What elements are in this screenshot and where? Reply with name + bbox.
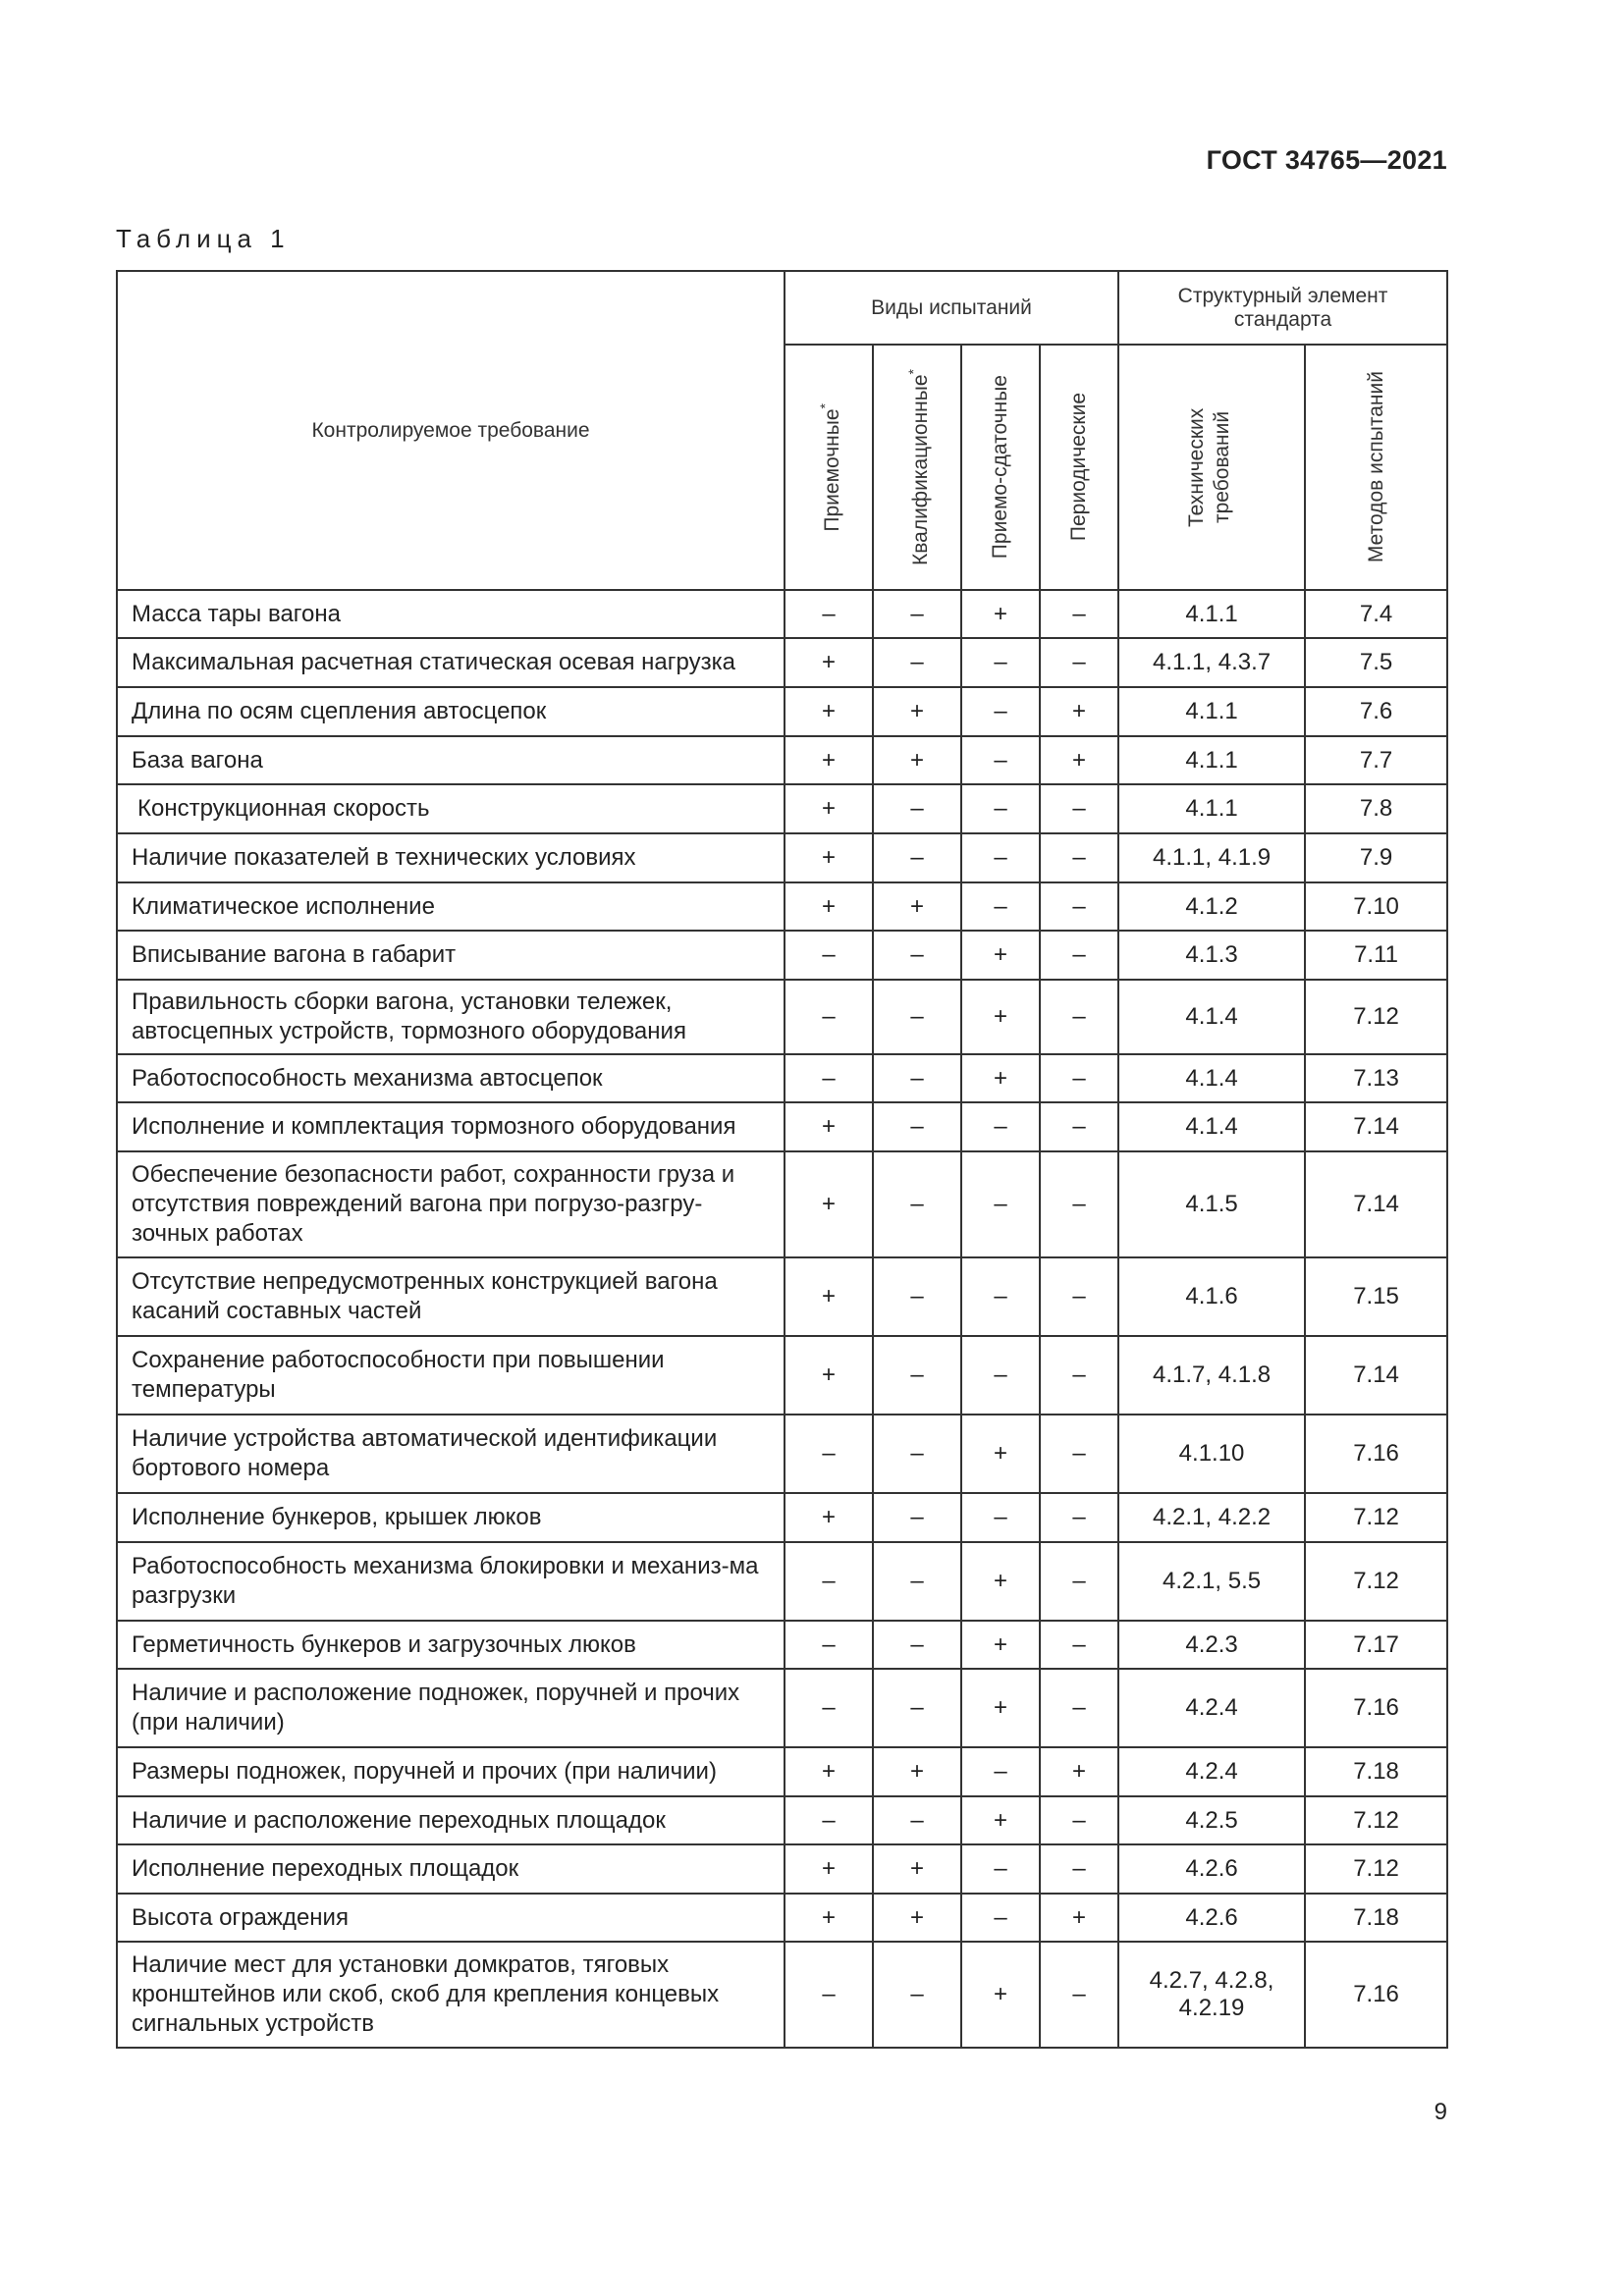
cell-tech-clause: 4.1.1 bbox=[1118, 784, 1305, 833]
cell-delivery: – bbox=[961, 1257, 1040, 1336]
cell-acceptance: – bbox=[785, 931, 873, 980]
cell-delivery: + bbox=[961, 1669, 1040, 1747]
cell-delivery: – bbox=[961, 736, 1040, 784]
cell-tech-clause: 4.1.1, 4.3.7 bbox=[1118, 638, 1305, 687]
cell-requirement: Правильность сборки вагона, установки тележек, автосцепных устройств, тормозного оборудования bbox=[117, 980, 785, 1054]
cell-requirement: Наличие показателей в технических условиях bbox=[117, 833, 785, 882]
table-row bbox=[117, 1054, 1447, 1102]
cell-periodic: – bbox=[1040, 1151, 1118, 1257]
cell-delivery: – bbox=[961, 833, 1040, 882]
cell-method-clause: 7.12 bbox=[1305, 1542, 1447, 1621]
cell-qualification: – bbox=[873, 1542, 961, 1621]
cell-acceptance: – bbox=[785, 1415, 873, 1493]
table-row bbox=[117, 1796, 1447, 1844]
cell-requirement: Исполнение бункеров, крышек люков bbox=[117, 1493, 785, 1542]
cell-tech-clause: 4.2.1, 5.5 bbox=[1118, 1542, 1305, 1621]
cell-delivery: + bbox=[961, 931, 1040, 980]
cell-delivery: + bbox=[961, 590, 1040, 638]
cell-method-clause: 7.14 bbox=[1305, 1151, 1447, 1257]
cell-tech-clause: 4.2.1, 4.2.2 bbox=[1118, 1493, 1305, 1542]
cell-tech-clause: 4.1.1 bbox=[1118, 687, 1305, 736]
cell-delivery: – bbox=[961, 882, 1040, 931]
cell-tech-clause: 4.1.2 bbox=[1118, 882, 1305, 931]
cell-method-clause: 7.12 bbox=[1305, 1796, 1447, 1844]
cell-tech-clause: 4.2.4 bbox=[1118, 1669, 1305, 1747]
cell-requirement: Обеспечение безопасности работ, сохранности груза и отсутствия повреждений вагона при погрузо-разгру-зочных работах bbox=[117, 1151, 785, 1257]
header-test-qualification: Квалификационные* bbox=[873, 345, 961, 590]
cell-delivery: – bbox=[961, 687, 1040, 736]
table-row bbox=[117, 590, 1447, 638]
cell-method-clause: 7.9 bbox=[1305, 833, 1447, 882]
cell-delivery: + bbox=[961, 1542, 1040, 1621]
cell-periodic: – bbox=[1040, 1054, 1118, 1102]
cell-qualification: – bbox=[873, 833, 961, 882]
cell-periodic: – bbox=[1040, 1542, 1118, 1621]
table-row bbox=[117, 1747, 1447, 1796]
cell-qualification: – bbox=[873, 1493, 961, 1542]
cell-requirement: Работоспособность механизма автосцепок bbox=[117, 1054, 785, 1102]
cell-qualification: – bbox=[873, 980, 961, 1054]
header-test-periodic: Периодические bbox=[1040, 345, 1118, 590]
table-row bbox=[117, 1894, 1447, 1942]
table-row bbox=[117, 882, 1447, 931]
cell-requirement: Длина по осям сцепления автосцепок bbox=[117, 687, 785, 736]
cell-method-clause: 7.12 bbox=[1305, 980, 1447, 1054]
cell-periodic: – bbox=[1040, 1621, 1118, 1669]
cell-acceptance: + bbox=[785, 833, 873, 882]
cell-requirement: Размеры подножек, поручней и прочих (при наличии) bbox=[117, 1747, 785, 1796]
cell-periodic: – bbox=[1040, 931, 1118, 980]
cell-acceptance: – bbox=[785, 1621, 873, 1669]
cell-qualification: + bbox=[873, 687, 961, 736]
cell-requirement: Герметичность бункеров и загрузочных люков bbox=[117, 1621, 785, 1669]
cell-method-clause: 7.15 bbox=[1305, 1257, 1447, 1336]
cell-delivery: + bbox=[961, 980, 1040, 1054]
cell-method-clause: 7.11 bbox=[1305, 931, 1447, 980]
cell-acceptance: – bbox=[785, 1942, 873, 2048]
cell-periodic: – bbox=[1040, 1493, 1118, 1542]
cell-method-clause: 7.12 bbox=[1305, 1493, 1447, 1542]
cell-requirement: Максимальная расчетная статическая осевая нагрузка bbox=[117, 638, 785, 687]
cell-qualification: – bbox=[873, 1102, 961, 1151]
table-row bbox=[117, 833, 1447, 882]
cell-acceptance: + bbox=[785, 784, 873, 833]
cell-method-clause: 7.14 bbox=[1305, 1336, 1447, 1415]
cell-requirement: Наличие и расположение подножек, поручней и прочих (при наличии) bbox=[117, 1669, 785, 1747]
cell-tech-clause: 4.2.4 bbox=[1118, 1747, 1305, 1796]
cell-tech-clause: 4.1.4 bbox=[1118, 1054, 1305, 1102]
cell-delivery: – bbox=[961, 1844, 1040, 1894]
cell-qualification: + bbox=[873, 1747, 961, 1796]
cell-periodic: + bbox=[1040, 736, 1118, 784]
cell-delivery: + bbox=[961, 1415, 1040, 1493]
cell-method-clause: 7.14 bbox=[1305, 1102, 1447, 1151]
cell-qualification: – bbox=[873, 1796, 961, 1844]
cell-periodic: – bbox=[1040, 638, 1118, 687]
cell-method-clause: 7.18 bbox=[1305, 1747, 1447, 1796]
cell-periodic: – bbox=[1040, 1102, 1118, 1151]
table-row bbox=[117, 1669, 1447, 1747]
cell-acceptance: – bbox=[785, 1054, 873, 1102]
table-row bbox=[117, 931, 1447, 980]
cell-delivery: – bbox=[961, 1336, 1040, 1415]
table-row bbox=[117, 1844, 1447, 1894]
cell-qualification: – bbox=[873, 1054, 961, 1102]
cell-periodic: – bbox=[1040, 882, 1118, 931]
cell-method-clause: 7.5 bbox=[1305, 638, 1447, 687]
cell-requirement: База вагона bbox=[117, 736, 785, 784]
cell-qualification: – bbox=[873, 1415, 961, 1493]
table-row bbox=[117, 1493, 1447, 1542]
cell-tech-clause: 4.1.6 bbox=[1118, 1257, 1305, 1336]
cell-delivery: – bbox=[961, 784, 1040, 833]
cell-method-clause: 7.6 bbox=[1305, 687, 1447, 736]
cell-requirement: Отсутствие непредусмотренных конструкцией вагона касаний составных частей bbox=[117, 1257, 785, 1336]
table-row bbox=[117, 736, 1447, 784]
cell-requirement: Наличие мест для установки домкратов, тяговых кронштейнов или скоб, скоб для крепления концевых сигнальных устройств bbox=[117, 1942, 785, 2048]
cell-tech-clause: 4.1.5 bbox=[1118, 1151, 1305, 1257]
table-row bbox=[117, 980, 1447, 1054]
cell-delivery: – bbox=[961, 1151, 1040, 1257]
cell-acceptance: – bbox=[785, 1542, 873, 1621]
cell-acceptance: + bbox=[785, 1151, 873, 1257]
cell-acceptance: + bbox=[785, 1747, 873, 1796]
header-structure-element: Структурный элемент стандарта bbox=[1118, 271, 1447, 345]
cell-requirement: Работоспособность механизма блокировки и механиз-ма разгрузки bbox=[117, 1542, 785, 1621]
cell-method-clause: 7.16 bbox=[1305, 1415, 1447, 1493]
cell-periodic: + bbox=[1040, 1747, 1118, 1796]
cell-periodic: – bbox=[1040, 590, 1118, 638]
cell-acceptance: + bbox=[785, 736, 873, 784]
cell-qualification: – bbox=[873, 1151, 961, 1257]
cell-qualification: + bbox=[873, 736, 961, 784]
cell-delivery: + bbox=[961, 1942, 1040, 2048]
cell-qualification: – bbox=[873, 1621, 961, 1669]
cell-acceptance: + bbox=[785, 1894, 873, 1942]
cell-qualification: – bbox=[873, 931, 961, 980]
cell-method-clause: 7.18 bbox=[1305, 1894, 1447, 1942]
cell-delivery: + bbox=[961, 1621, 1040, 1669]
cell-tech-clause: 4.2.3 bbox=[1118, 1621, 1305, 1669]
cell-tech-clause: 4.1.1 bbox=[1118, 736, 1305, 784]
cell-periodic: – bbox=[1040, 784, 1118, 833]
table-row bbox=[117, 1542, 1447, 1621]
cell-qualification: – bbox=[873, 1257, 961, 1336]
cell-requirement: Вписывание вагона в габарит bbox=[117, 931, 785, 980]
requirements-table bbox=[116, 270, 1448, 2049]
cell-acceptance: + bbox=[785, 638, 873, 687]
cell-qualification: – bbox=[873, 638, 961, 687]
cell-method-clause: 7.12 bbox=[1305, 1844, 1447, 1894]
header-test-delivery: Приемо-сдаточные bbox=[961, 345, 1040, 590]
cell-method-clause: 7.16 bbox=[1305, 1942, 1447, 2048]
cell-tech-clause: 4.2.6 bbox=[1118, 1894, 1305, 1942]
cell-acceptance: – bbox=[785, 1669, 873, 1747]
page-number: 9 bbox=[1434, 2099, 1447, 2125]
cell-qualification: – bbox=[873, 1336, 961, 1415]
cell-periodic: – bbox=[1040, 980, 1118, 1054]
header-requirement: Контролируемое требование bbox=[117, 271, 785, 590]
header-test-acceptance: Приемочные* bbox=[785, 345, 873, 590]
cell-tech-clause: 4.1.7, 4.1.8 bbox=[1118, 1336, 1305, 1415]
cell-periodic: – bbox=[1040, 1415, 1118, 1493]
table-row bbox=[117, 687, 1447, 736]
cell-tech-clause: 4.1.1, 4.1.9 bbox=[1118, 833, 1305, 882]
cell-method-clause: 7.10 bbox=[1305, 882, 1447, 931]
cell-qualification: – bbox=[873, 1669, 961, 1747]
cell-periodic: – bbox=[1040, 1942, 1118, 2048]
cell-tech-clause: 4.2.5 bbox=[1118, 1796, 1305, 1844]
cell-acceptance: + bbox=[785, 1844, 873, 1894]
cell-qualification: + bbox=[873, 1844, 961, 1894]
cell-delivery: + bbox=[961, 1796, 1040, 1844]
cell-acceptance: + bbox=[785, 1336, 873, 1415]
cell-method-clause: 7.7 bbox=[1305, 736, 1447, 784]
cell-qualification: + bbox=[873, 1894, 961, 1942]
cell-delivery: – bbox=[961, 1493, 1040, 1542]
cell-requirement: Исполнение и комплектация тормозного оборудования bbox=[117, 1102, 785, 1151]
cell-qualification: – bbox=[873, 590, 961, 638]
cell-tech-clause: 4.1.3 bbox=[1118, 931, 1305, 980]
cell-tech-clause: 4.1.4 bbox=[1118, 980, 1305, 1054]
cell-delivery: – bbox=[961, 1747, 1040, 1796]
cell-delivery: – bbox=[961, 1102, 1040, 1151]
table-row bbox=[117, 638, 1447, 687]
cell-delivery: + bbox=[961, 1054, 1040, 1102]
cell-method-clause: 7.8 bbox=[1305, 784, 1447, 833]
cell-method-clause: 7.4 bbox=[1305, 590, 1447, 638]
cell-method-clause: 7.13 bbox=[1305, 1054, 1447, 1102]
cell-requirement: Климатическое исполнение bbox=[117, 882, 785, 931]
cell-acceptance: – bbox=[785, 1796, 873, 1844]
cell-qualification: – bbox=[873, 1942, 961, 2048]
cell-requirement: Наличие устройства автоматической идентификации бортового номера bbox=[117, 1415, 785, 1493]
cell-acceptance: – bbox=[785, 980, 873, 1054]
table-row bbox=[117, 1942, 1447, 2048]
cell-periodic: – bbox=[1040, 1796, 1118, 1844]
table-row bbox=[117, 1415, 1447, 1493]
table-row bbox=[117, 1102, 1447, 1151]
table-row bbox=[117, 1621, 1447, 1669]
cell-requirement: Сохранение работоспособности при повышении температуры bbox=[117, 1336, 785, 1415]
table-row bbox=[117, 784, 1447, 833]
cell-acceptance: – bbox=[785, 590, 873, 638]
cell-periodic: – bbox=[1040, 833, 1118, 882]
cell-tech-clause: 4.1.10 bbox=[1118, 1415, 1305, 1493]
cell-qualification: + bbox=[873, 882, 961, 931]
cell-acceptance: + bbox=[785, 882, 873, 931]
cell-delivery: – bbox=[961, 638, 1040, 687]
table-row bbox=[117, 1151, 1447, 1257]
table-row bbox=[117, 1336, 1447, 1415]
table-row bbox=[117, 1257, 1447, 1336]
cell-requirement: Высота ограждения bbox=[117, 1894, 785, 1942]
table-body bbox=[117, 590, 1447, 2048]
cell-periodic: – bbox=[1040, 1669, 1118, 1747]
cell-method-clause: 7.17 bbox=[1305, 1621, 1447, 1669]
cell-qualification: – bbox=[873, 784, 961, 833]
cell-tech-clause: 4.1.1 bbox=[1118, 590, 1305, 638]
cell-requirement: Конструкционная скорость bbox=[117, 784, 785, 833]
cell-requirement: Наличие и расположение переходных площадок bbox=[117, 1796, 785, 1844]
cell-acceptance: + bbox=[785, 1102, 873, 1151]
cell-requirement: Масса тары вагона bbox=[117, 590, 785, 638]
cell-acceptance: + bbox=[785, 1493, 873, 1542]
cell-tech-clause: 4.1.4 bbox=[1118, 1102, 1305, 1151]
cell-tech-clause: 4.2.7, 4.2.8, 4.2.19 bbox=[1118, 1942, 1305, 2048]
cell-periodic: – bbox=[1040, 1844, 1118, 1894]
table-caption: Таблица 1 bbox=[116, 224, 291, 253]
cell-acceptance: + bbox=[785, 1257, 873, 1336]
cell-requirement: Исполнение переходных площадок bbox=[117, 1844, 785, 1894]
cell-periodic: – bbox=[1040, 1336, 1118, 1415]
document-code: ГОСТ 34765—2021 bbox=[1206, 145, 1447, 175]
header-test-types: Виды испытаний bbox=[785, 271, 1118, 345]
cell-periodic: + bbox=[1040, 687, 1118, 736]
cell-tech-clause: 4.2.6 bbox=[1118, 1844, 1305, 1894]
header-tech-requirements: Технических требований bbox=[1118, 345, 1305, 590]
cell-delivery: – bbox=[961, 1894, 1040, 1942]
cell-periodic: + bbox=[1040, 1894, 1118, 1942]
header-test-methods: Методов испытаний bbox=[1305, 345, 1447, 590]
cell-method-clause: 7.16 bbox=[1305, 1669, 1447, 1747]
cell-periodic: – bbox=[1040, 1257, 1118, 1336]
cell-acceptance: + bbox=[785, 687, 873, 736]
